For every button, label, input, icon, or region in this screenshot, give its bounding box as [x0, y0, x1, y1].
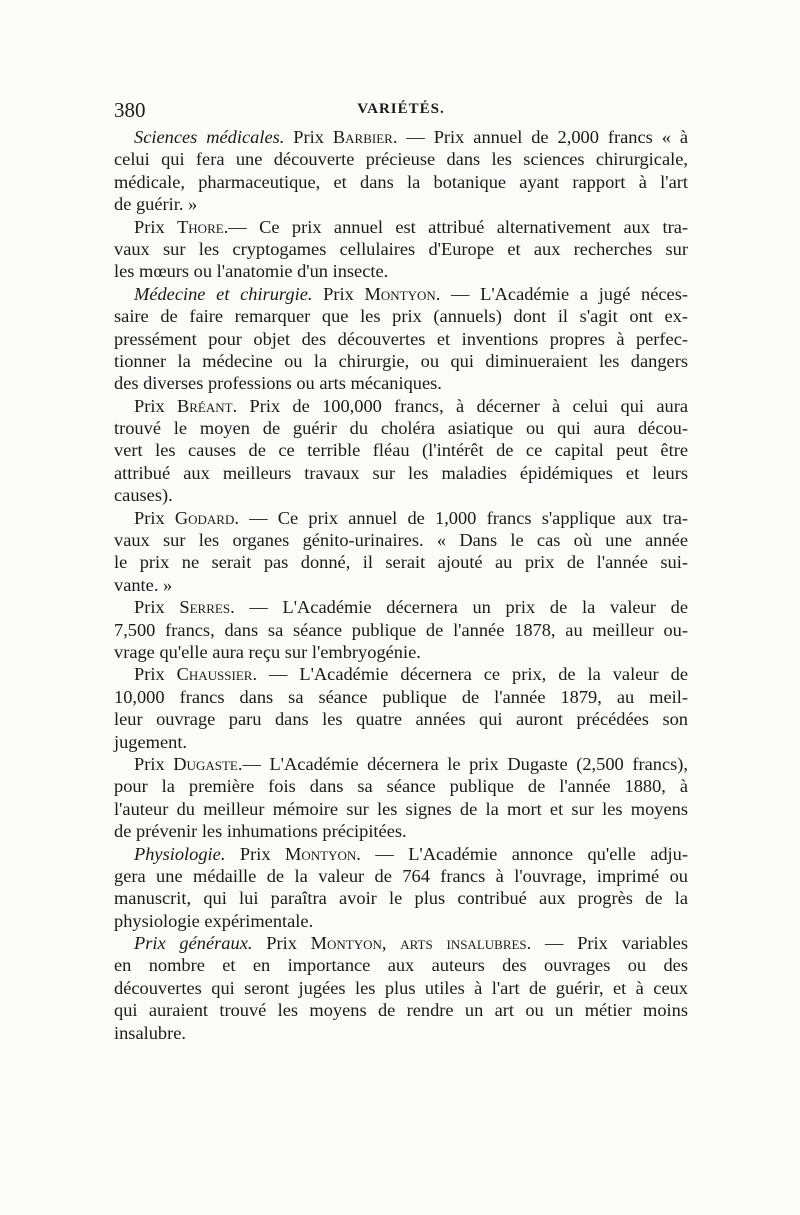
text-run: . — Prix annuel de 2,000 francs « à	[392, 127, 688, 147]
text-run: saire de faire remarquer que les prix (annuels) dont il s'agit ont ex-	[114, 306, 688, 327]
text-run: physiologie expérimentale.	[114, 910, 314, 931]
text-line	[114, 798, 688, 820]
text-line	[114, 910, 688, 932]
text-run: Prix	[134, 753, 174, 774]
text-run: qui auraient trouvé les moyens de rendre un art ou un métier moins	[114, 1000, 688, 1021]
text-run: vante. »	[114, 574, 173, 595]
prize-name: Montyon, arts insalubres	[310, 933, 527, 954]
text-line	[114, 708, 688, 730]
page-header	[114, 98, 688, 128]
text-run: de prévenir les inhumations précipitées.	[114, 821, 407, 842]
text-run: vaux sur les organes génito-urinaires. « Dans le cas où une année	[114, 530, 688, 551]
text-run: . — L'Académie décernera ce prix, de la valeur de	[252, 664, 688, 685]
text-line	[114, 619, 688, 641]
text-run: Prix	[225, 843, 286, 864]
text-run: celui qui fera une découverte précieuse dans les sciences chirurgicale,	[114, 149, 688, 170]
text-line	[114, 260, 688, 282]
text-run: pressément pour objet des découvertes et inventions propres à perfec-	[114, 328, 688, 349]
text-run: médicale, pharmaceutique, et dans la botanique ayant rapport à l'art	[114, 171, 688, 192]
section-heading: Sciences médicales.	[134, 127, 285, 147]
text-run: attribué aux meilleurs travaux sur les maladies épidémiques et leurs	[114, 462, 688, 483]
text-run: de guérir. »	[114, 194, 198, 215]
text-run: . — Prix variables	[526, 933, 688, 954]
text-line	[114, 865, 688, 887]
text-run: tionner la médecine ou la chirurgie, ou qui diminueraient les dangers	[114, 350, 688, 371]
text-run: jugement.	[114, 731, 188, 752]
page-body	[114, 126, 688, 1044]
text-line	[114, 283, 688, 305]
page-number: 380	[114, 98, 146, 122]
text-run: leur ouvrage paru dans les quatre années qui auront précédées son	[114, 709, 688, 730]
prize-name: Bréant	[176, 395, 233, 416]
text-run: . — L'Académie décernera un prix de la valeur de	[230, 597, 688, 618]
prize-name: Serres	[179, 597, 231, 618]
prize-name: Barbier	[332, 127, 393, 147]
text-run: 10,000 francs dans sa séance publique de l'année 1879, au meil-	[114, 686, 688, 707]
text-line	[114, 529, 688, 551]
text-run: insalubre.	[114, 1022, 187, 1043]
text-run: vrage qu'elle aura reçu sur l'embryogénie.	[114, 641, 421, 662]
text-run: Prix	[134, 216, 178, 237]
text-line	[114, 574, 688, 596]
prize-name: Montyon	[285, 843, 357, 864]
text-line	[114, 350, 688, 372]
section-heading: Physiologie.	[134, 843, 226, 864]
text-run: Prix	[284, 127, 333, 147]
prize-name: Dugaste	[173, 753, 238, 774]
text-line	[114, 954, 688, 976]
text-line	[114, 596, 688, 618]
text-line	[114, 641, 688, 663]
running-head: VARIÉTÉS.	[357, 101, 445, 117]
text-line	[114, 731, 688, 753]
prize-name: Chaussier	[176, 664, 253, 685]
text-line	[114, 551, 688, 573]
text-line	[114, 126, 688, 148]
text-line	[114, 1022, 688, 1044]
text-line	[114, 328, 688, 350]
text-line	[114, 171, 688, 193]
text-line	[114, 887, 688, 909]
text-line	[114, 372, 688, 394]
text-run: causes).	[114, 485, 173, 506]
text-run: Prix	[252, 933, 311, 954]
text-run: .— L'Académie décernera le prix Dugaste (2,500 francs),	[237, 753, 688, 774]
text-run: des diverses professions ou arts mécaniques.	[114, 373, 442, 394]
text-run: découvertes qui seront jugées les plus utiles à l'art de guérir, et à ceux	[114, 977, 688, 998]
text-run: vaux sur les cryptogames cellulaires d'Europe et aux recherches sur	[114, 238, 688, 259]
text-line	[114, 238, 688, 260]
text-line	[114, 417, 688, 439]
prize-name: Thore	[177, 216, 224, 237]
text-run: . — Ce prix annuel de 1,000 francs s'applique aux tra-	[234, 507, 688, 528]
text-run: Prix	[312, 283, 365, 304]
text-run: l'auteur du meilleur mémoire sur les signes de la mort et sur les moyens	[114, 798, 688, 819]
text-line	[114, 932, 688, 954]
text-line	[114, 977, 688, 999]
text-run: . — L'Académie a jugé néces-	[435, 283, 689, 304]
text-run: gera une médaille de la valeur de 764 francs à l'ouvrage, imprimé ou	[114, 865, 688, 886]
section-heading: Médecine et chirurgie.	[134, 283, 313, 304]
text-line	[114, 305, 688, 327]
text-line	[114, 775, 688, 797]
text-run: 7,500 francs, dans sa séance publique de l'année 1878, au meilleur ou-	[114, 619, 688, 640]
text-run: manuscrit, qui lui paraîtra avoir le plus contribué aux progrès de la	[114, 888, 688, 909]
prize-name: Montyon	[364, 283, 436, 304]
section-heading: Prix généraux.	[134, 933, 253, 954]
text-run: le prix ne serait pas donné, il serait ajouté au prix de l'année sui-	[114, 552, 688, 573]
text-run: les mœurs ou l'anatomie d'un insecte.	[114, 261, 389, 282]
text-line	[114, 753, 688, 775]
text-line	[114, 148, 688, 170]
text-run: .— Ce prix annuel est attribué alternativement aux tra-	[223, 216, 688, 237]
text-run: Prix	[134, 597, 180, 618]
text-run: Prix	[134, 664, 177, 685]
text-run: Prix	[134, 395, 177, 416]
text-run: Prix	[134, 507, 175, 528]
text-line	[114, 686, 688, 708]
text-line	[114, 216, 688, 238]
text-run: en nombre et en importance aux auteurs des ouvrages ou des	[114, 955, 688, 976]
text-line	[114, 439, 688, 461]
text-run: pour la première fois dans sa séance publique de l'année 1880, à	[114, 776, 688, 797]
text-line	[114, 843, 688, 865]
text-line	[114, 462, 688, 484]
text-line	[114, 663, 688, 685]
text-line	[114, 820, 688, 842]
prize-name: Godard	[174, 507, 235, 528]
text-run: trouvé le moyen de guérir du choléra asiatique ou qui aura décou-	[114, 418, 688, 439]
text-run: . — L'Académie annonce qu'elle adju-	[356, 843, 688, 864]
text-line	[114, 507, 688, 529]
text-line	[114, 193, 688, 215]
text-line	[114, 484, 688, 506]
text-run: . Prix de 100,000 francs, à décerner à celui qui aura	[232, 395, 688, 416]
text-line	[114, 999, 688, 1021]
text-line	[114, 395, 688, 417]
text-run: vert les causes de ce terrible fléau (l'intérêt de ce capital peut être	[114, 440, 688, 461]
